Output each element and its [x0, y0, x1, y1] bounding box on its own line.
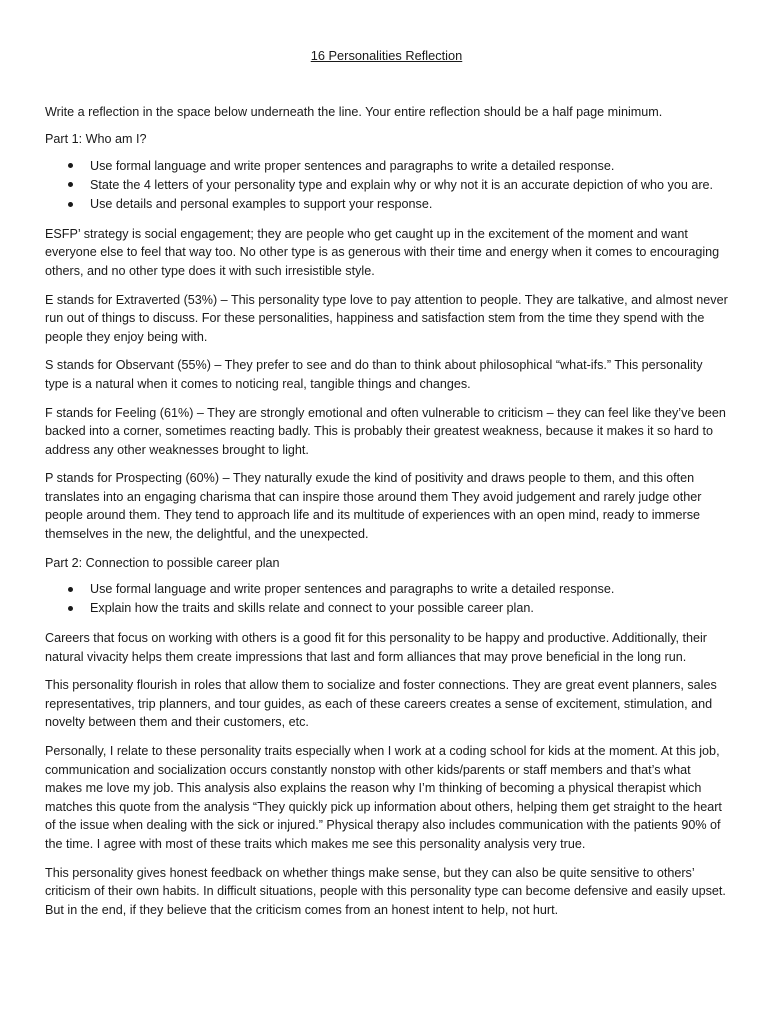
- bullet-item: State the 4 letters of your personality type and explain why or why not it is an accurate depiction of who you are.: [90, 176, 728, 195]
- paragraph-prospecting: P stands for Prospecting (60%) – They naturally exude the kind of positivity and draws people to them, and this often translates into an engaging charisma that can inspire those around them They avoid judgement and rarely judge other people around them. They tend to approach life and its multitude of experiences with an open mind, ready to immerse themselves in the new, the delightful, and the unexpected.: [45, 471, 702, 542]
- document-title: 16 Personalities Reflection: [310, 48, 463, 63]
- paragraph-personal: Personally, I relate to these personality traits especially when I work at a coding school for kids at the moment. At this job, communication and socialization occurs constantly nonstop with other kids/parents or staff members and that’s what makes me love my job. This analysis also explains the reason why I’m thinking of becoming a physical therapist which matches this quote from the analysis “They quickly pick up information about others, helping them get straight to the heart of the issue when dealing with the sick or injured.” Physical therapy also includes communication with the patients 90% of the time. I agree with most of these traits which makes me see this personality analysis very true.: [45, 744, 722, 851]
- paragraph-esfp-strategy: ESFP’ strategy is social engagement; they are people who get caught up in the excitement of the moment and want everyone else to feel that way too. No other type is as generous with their time and energy when it comes to encouraging others, and no other type does it with such irresistible style.: [45, 226, 720, 278]
- bullet-item: Use formal language and write proper sentences and paragraphs to write a detailed response.: [90, 580, 728, 599]
- paragraph-observant: S stands for Observant (55%) – They prefer to see and do than to think about philosophical “what-ifs.” This personality type is a natural when it comes to noticing real, tangible things and changes.: [45, 358, 703, 391]
- part2-heading: Part 2: Connection to possible career plan: [45, 555, 280, 570]
- part1-heading: Part 1: Who am I?: [45, 132, 147, 147]
- part2-bullet-list: [45, 580, 728, 618]
- paragraph-roles: This personality flourish in roles that allow them to socialize and foster connections. They are great event planners, sales representatives, trip planners, and tour guides, as each of these careers creates a sense of excitement, stimulation, and novelty between them and their customers, etc.: [45, 678, 717, 730]
- paragraph-careers: Careers that focus on working with others is a good fit for this personality to be happy and productive. Additionally, their natural vivacity helps them create impressions that last and form alliances that may prove beneficial in the long run.: [45, 631, 708, 664]
- bullet-item: Use formal language and write proper sentences and paragraphs to write a detailed response.: [90, 157, 728, 176]
- paragraph-extraverted: E stands for Extraverted (53%) – This personality type love to pay attention to people. They are talkative, and almost never run out of things to discuss. For these personalities, happiness and satisfaction stem from the time they spend with the people they enjoy being with.: [45, 292, 728, 344]
- bullet-item: Use details and personal examples to support your response.: [90, 195, 728, 214]
- part1-bullet-list: [45, 157, 728, 214]
- paragraph-feeling: F stands for Feeling (61%) – They are strongly emotional and often vulnerable to criticism – they can feel like they’ve been backed into a corner, sometimes reacting badly. This is probably their greatest weakness, because it makes it so hard to address any other weaknesses brought to light.: [45, 405, 726, 457]
- bullet-item: Explain how the traits and skills relate and connect to your possible career plan.: [90, 599, 728, 618]
- instructions-text: Write a reflection in the space below underneath the line. Your entire reflection should be a half page minimum.: [45, 104, 663, 119]
- paragraph-feedback: This personality gives honest feedback on whether things make sense, but they can also be quite sensitive to others’ criticism of their own habits. In difficult situations, people with this personality type can become defensive and easily upset. But in the end, if they believe that the criticism comes from an honest intent to help, not hurt.: [45, 865, 726, 917]
